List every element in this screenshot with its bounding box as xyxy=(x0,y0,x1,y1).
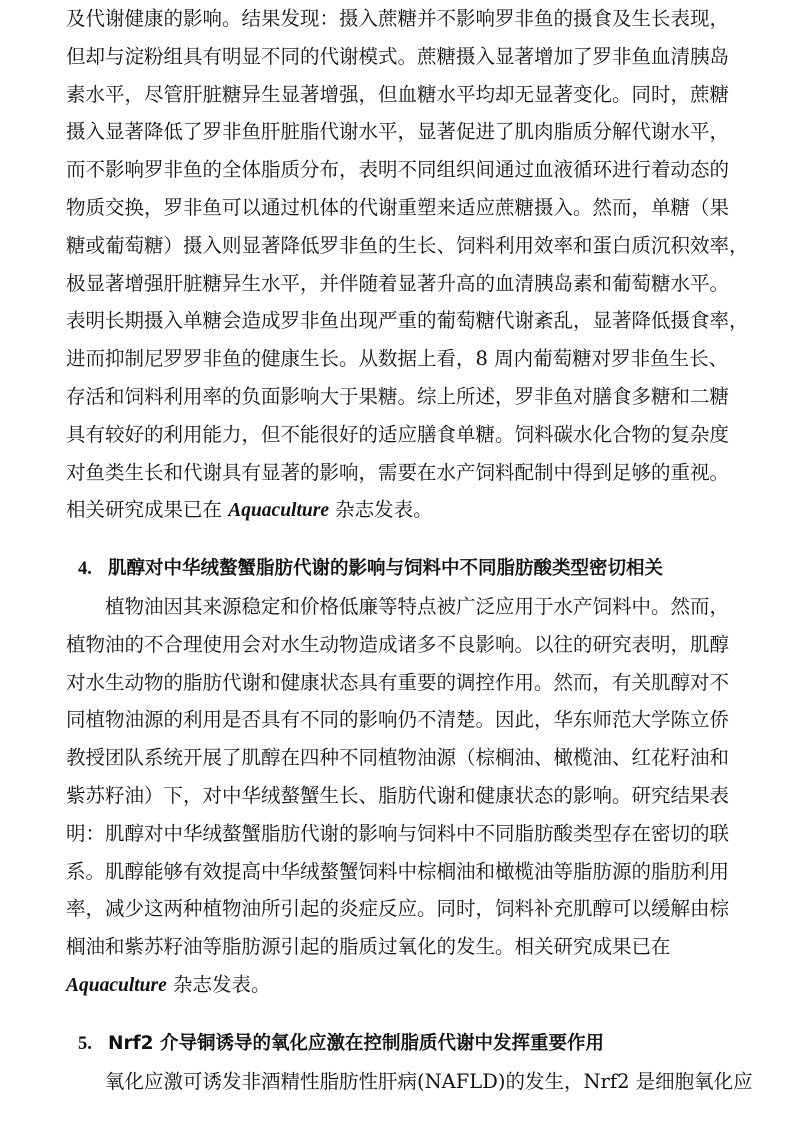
paragraph-line: 植物油的不合理使用会对水生动物造成诸多不良影响。以往的研究表明，肌醇 xyxy=(66,632,730,656)
paragraph-line: 明：肌醇对中华绒螯蟹脂肪代谢的影响与饲料中不同脂肪酸类型存在密切的联 xyxy=(66,821,730,845)
paragraph-line: 表明长期摄入单糖会造成罗非鱼出现严重的葡萄糖代谢紊乱，显著降低摄食率， xyxy=(66,309,749,333)
paragraph-line: 具有较好的利用能力，但不能很好的适应膳食单糖。饲料碳水化合物的复杂度 xyxy=(66,422,730,446)
paragraph-line: 同植物油源的利用是否具有不同的影响仍不清楚。因此，华东师范大学陈立侨 xyxy=(66,708,730,732)
section-3-tail xyxy=(66,0,754,529)
section-title: 肌醇对中华绒螯蟹脂肪代谢的影响与饲料中不同脂肪酸类型密切相关 xyxy=(108,558,664,580)
journal-name: Aquaculture xyxy=(228,500,329,522)
paragraph-line: 榈油和紫苏籽油等脂肪源引起的脂质过氧化的发生。相关研究成果已在 xyxy=(66,935,671,959)
paragraph-line: 植物油因其来源稳定和价格低廉等特点被广泛应用于水产饲料中。然而， xyxy=(105,594,730,618)
paragraph-line: 率，减少这两种植物油所引起的炎症反应。同时，饲料补充肌醇可以缓解由棕 xyxy=(66,897,730,921)
section-number: 5. xyxy=(78,1033,92,1054)
paragraph-line: 存活和饲料利用率的负面影响大于果糖。综上所述，罗非鱼对膳食多糖和二糖 xyxy=(66,384,730,408)
paragraph-line: 系。肌醇能够有效提高中华绒螯蟹饲料中棕榈油和橄榄油等脂肪源的脂肪利用 xyxy=(66,859,730,883)
paragraph-line: 教授团队系统开展了肌醇在四种不同植物油源（棕榈油、橄榄油、红花籽油和 xyxy=(66,746,730,770)
section-4 xyxy=(66,550,754,1004)
paragraph-line: 糖或葡萄糖）摄入则显著降低罗非鱼的生长、饲料利用效率和蛋白质沉积效率， xyxy=(66,233,749,257)
publication-note xyxy=(66,491,754,529)
section-heading xyxy=(66,1025,754,1063)
paragraph-line: 极显著增强肝脏糖异生水平，并伴随着显著升高的血清胰岛素和葡萄糖水平。 xyxy=(66,271,730,295)
paragraph-line: 对水生动物的脂肪代谢和健康状态具有重要的调控作用。然而，有关肌醇对不 xyxy=(66,670,730,694)
section-5 xyxy=(66,1025,754,1101)
paragraph-line: 紫苏籽油）下，对中华绒螯蟹生长、脂肪代谢和健康状态的影响。研究结果表 xyxy=(66,783,730,807)
paragraph-line: 摄入显著降低了罗非鱼肝脏脂代谢水平，显著促进了肌肉脂质分解代谢水平， xyxy=(66,120,730,144)
section-gap xyxy=(66,1004,754,1025)
section-title: Nrf2 介导铜诱导的氧化应激在控制脂质代谢中发挥重要作用 xyxy=(108,1032,604,1054)
document-page xyxy=(66,0,754,1100)
paragraph-line: 素水平，尽管肝脏糖异生显著增强，但血糖水平均却无显著变化。同时，蔗糖 xyxy=(66,82,730,106)
publication-suffix: 杂志发表。 xyxy=(166,972,271,996)
paragraph-line: 物质交换，罗非鱼可以通过机体的代谢重塑来适应蔗糖摄入。然而，单糖（果 xyxy=(66,195,730,219)
paragraph-line: 对鱼类生长和代谢具有显著的影响，需要在水产饲料配制中得到足够的重视。 xyxy=(66,460,730,484)
section-heading xyxy=(66,550,754,588)
section-number: 4. xyxy=(78,559,92,580)
paragraph-line: 而不影响罗非鱼的全体脂质分布，表明不同组织间通过血液循环进行着动态的 xyxy=(66,158,730,182)
paragraph-line: 但却与淀粉组具有明显不同的代谢模式。蔗糖摄入显著增加了罗非鱼血清胰岛 xyxy=(66,44,730,68)
publication-suffix: 杂志发表。 xyxy=(328,498,433,522)
section-gap xyxy=(66,529,754,550)
journal-name: Aquaculture xyxy=(66,974,167,996)
publication-note xyxy=(66,966,754,1004)
publication-prefix: 相关研究成果已在 xyxy=(66,498,229,522)
paragraph-line: 氧化应激可诱发非酒精性脂肪性肝病(NAFLD)的发生，Nrf2 是细胞氧化应 xyxy=(105,1069,753,1093)
paragraph-line: 及代谢健康的影响。结果发现：摄入蔗糖并不影响罗非鱼的摄食及生长表现， xyxy=(66,7,730,30)
paragraph-line: 进而抑制尼罗罗非鱼的健康生长。从数据上看，8 周内葡萄糖对罗非鱼生长、 xyxy=(66,347,729,371)
